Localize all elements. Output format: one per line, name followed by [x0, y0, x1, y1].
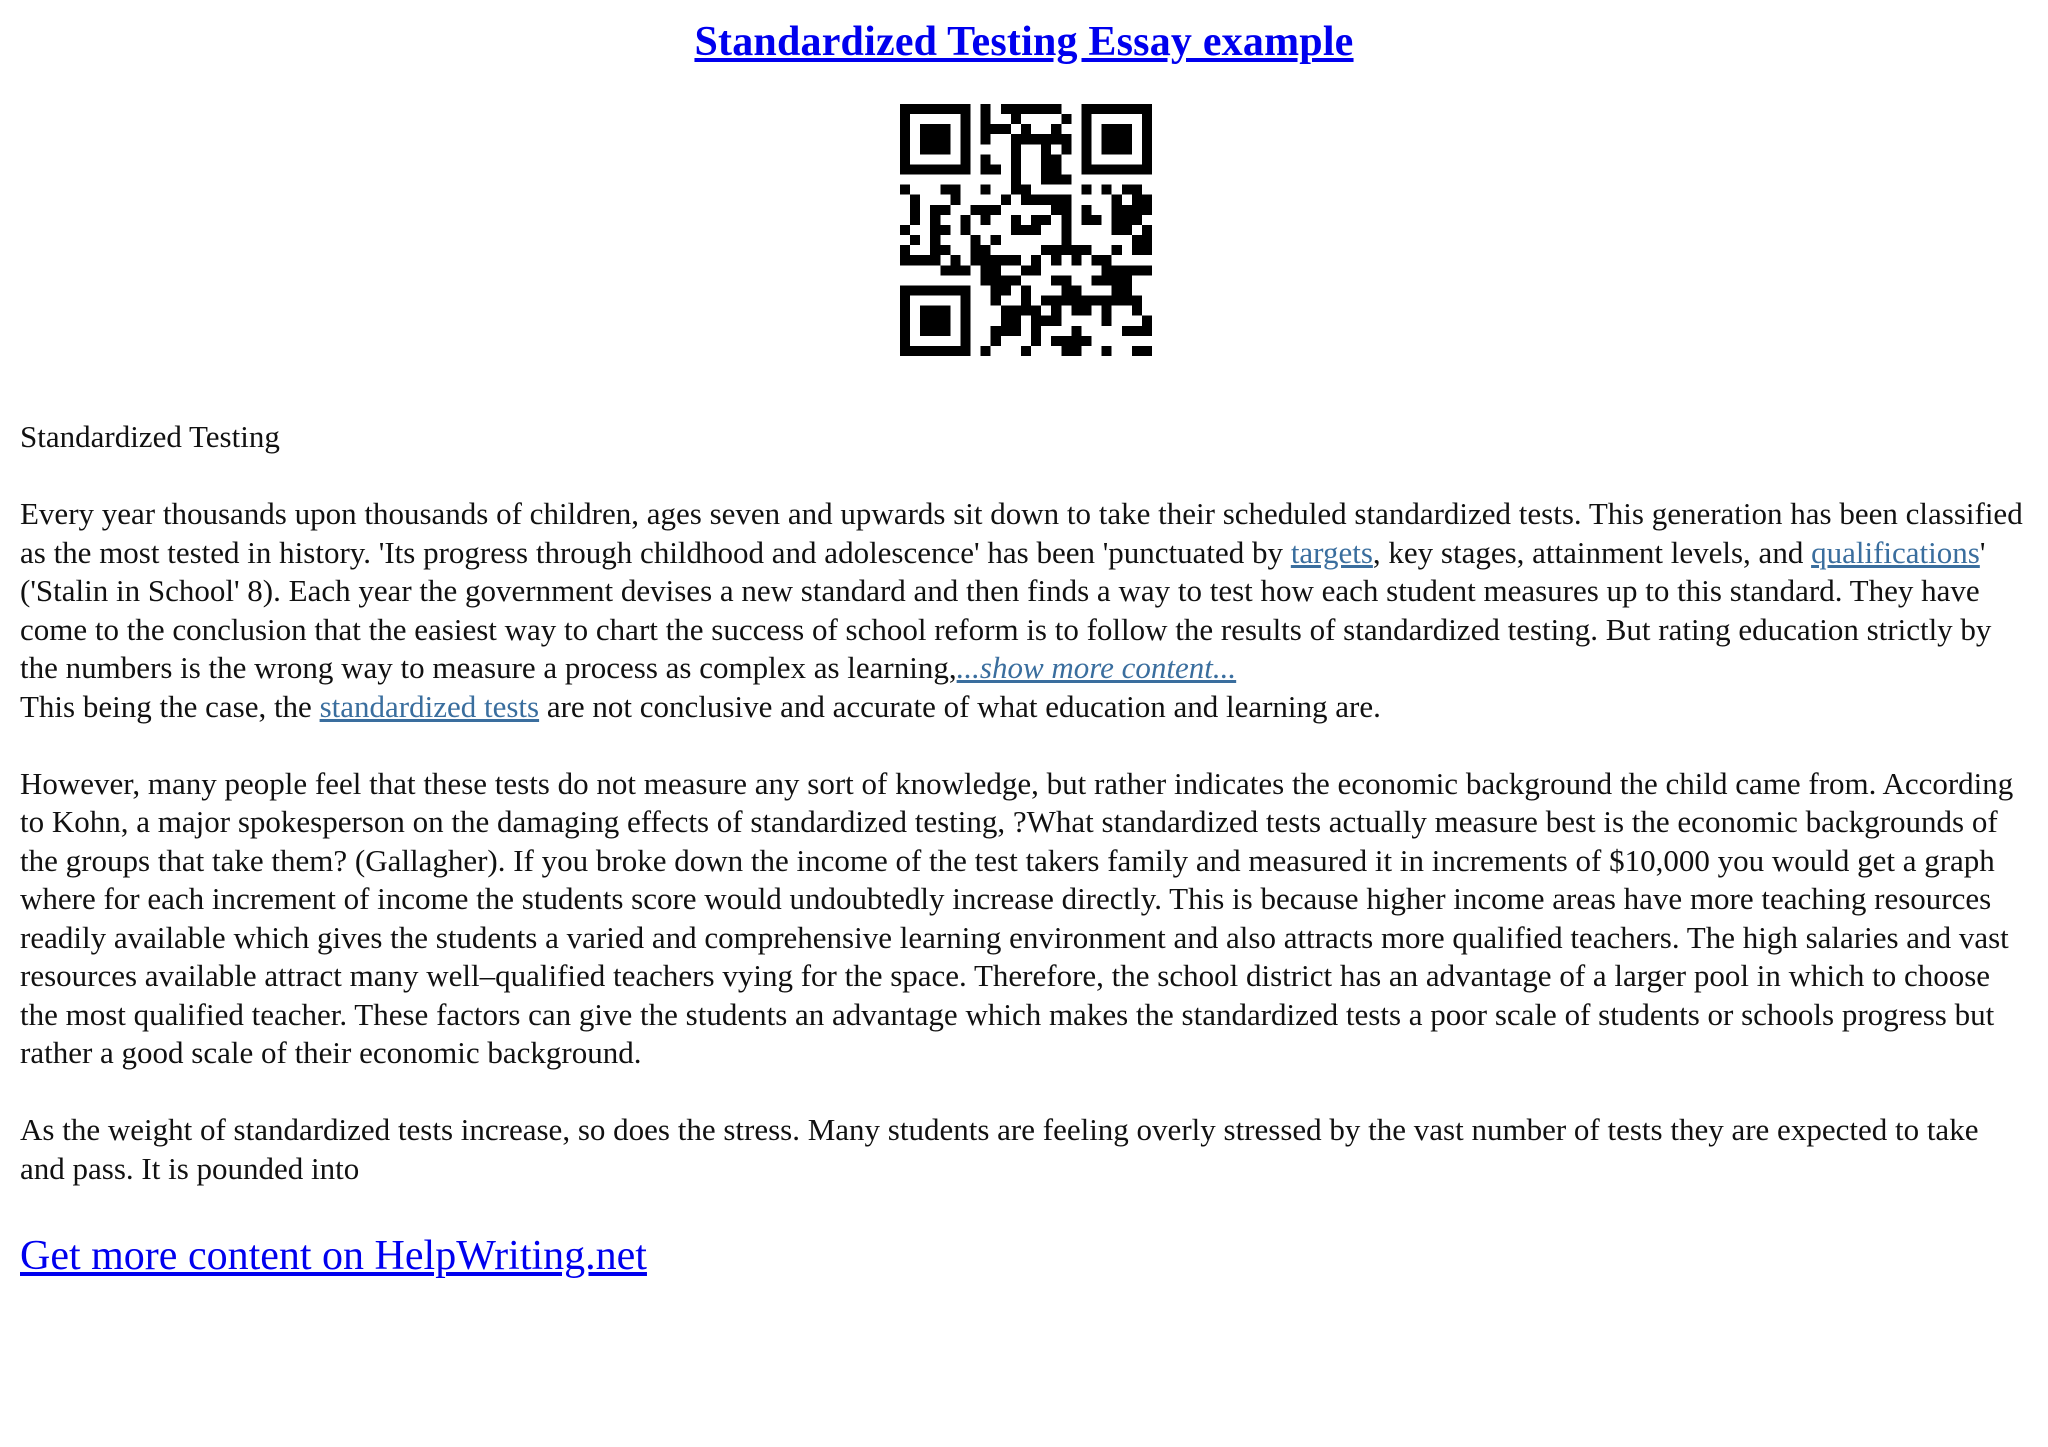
paragraph-2-text-b: are not conclusive and accurate of what education and learning are.: [539, 688, 1381, 724]
paragraph-4: As the weight of standardized tests increase, so does the stress. Many students are feeling overly stressed by the vast number of tests they are expected to take and pass. It is pounded into: [20, 1112, 1979, 1186]
targets-link[interactable]: targets: [1290, 534, 1373, 570]
show-more-link[interactable]: ...show more content...: [956, 650, 1237, 685]
qr-code-icon: [900, 104, 1152, 356]
paragraph-1: [20, 495, 2030, 688]
paragraph-3: However, many people feel that these tests do not measure any sort of knowledge, but rather indicates the economic background the child came from. According to Kohn, a major spokesperson on the damaging effects of standardized testing, ?What standardized tests actually measure best is the economic backgrounds of the groups that take them? (Gallagher). If you broke down the income of the test takers family and measured it in increments of $10,000 you would get a graph where for each increment of income the students score would undoubtedly increase directly. This is because higher income areas have more teaching resources readily available which gives the students a varied and comprehensive learning environment and also attracts more qualified teachers. The high salaries and vast resources available attract many well–qualified teachers vying for the space. Therefore, the school district has an advantage of a larger pool in which to choose the most qualified teacher. These factors can give the students an advantage which makes the standardized tests a poor scale of students or schools progress but rather a good scale of their economic background.: [20, 765, 2014, 1070]
paragraph-1-text-b: , key stages, attainment levels, and: [1372, 534, 1812, 570]
paragraph-1-text-a: Every year thousands upon thousands of children, ages seven and upwards sit down to take their scheduled standardized tests. This generation has been classified as the most tested in history. 'Its progress through childhood and adolescence' has been 'punctuated by: [20, 496, 2023, 570]
helpwriting-link[interactable]: Get more content on HelpWriting.net: [20, 1233, 647, 1279]
standardized-tests-link[interactable]: standardized tests: [319, 688, 540, 724]
paragraph-2: [20, 688, 2030, 727]
page-title-link[interactable]: Standardized Testing Essay example: [694, 19, 1354, 65]
essay-body: [20, 418, 2030, 1188]
paragraph-2-text-a: This being the case, the: [20, 688, 320, 724]
essay-heading: Standardized Testing: [20, 419, 280, 454]
paragraph-1-text-c: ' ('Stalin in School' 8). Each year the government devises a new standard and then finds a way to test how each student measures up to this standard. They have come to the conclusion that the easiest way to chart the success of school reform is to follow the results of standardized testing. But rating education strictly by the numbers is the wrong way to measure a process as complex as learning,: [20, 534, 1992, 685]
qualifications-link[interactable]: qualifications: [1811, 534, 1980, 570]
title-container: [0, 18, 2048, 66]
